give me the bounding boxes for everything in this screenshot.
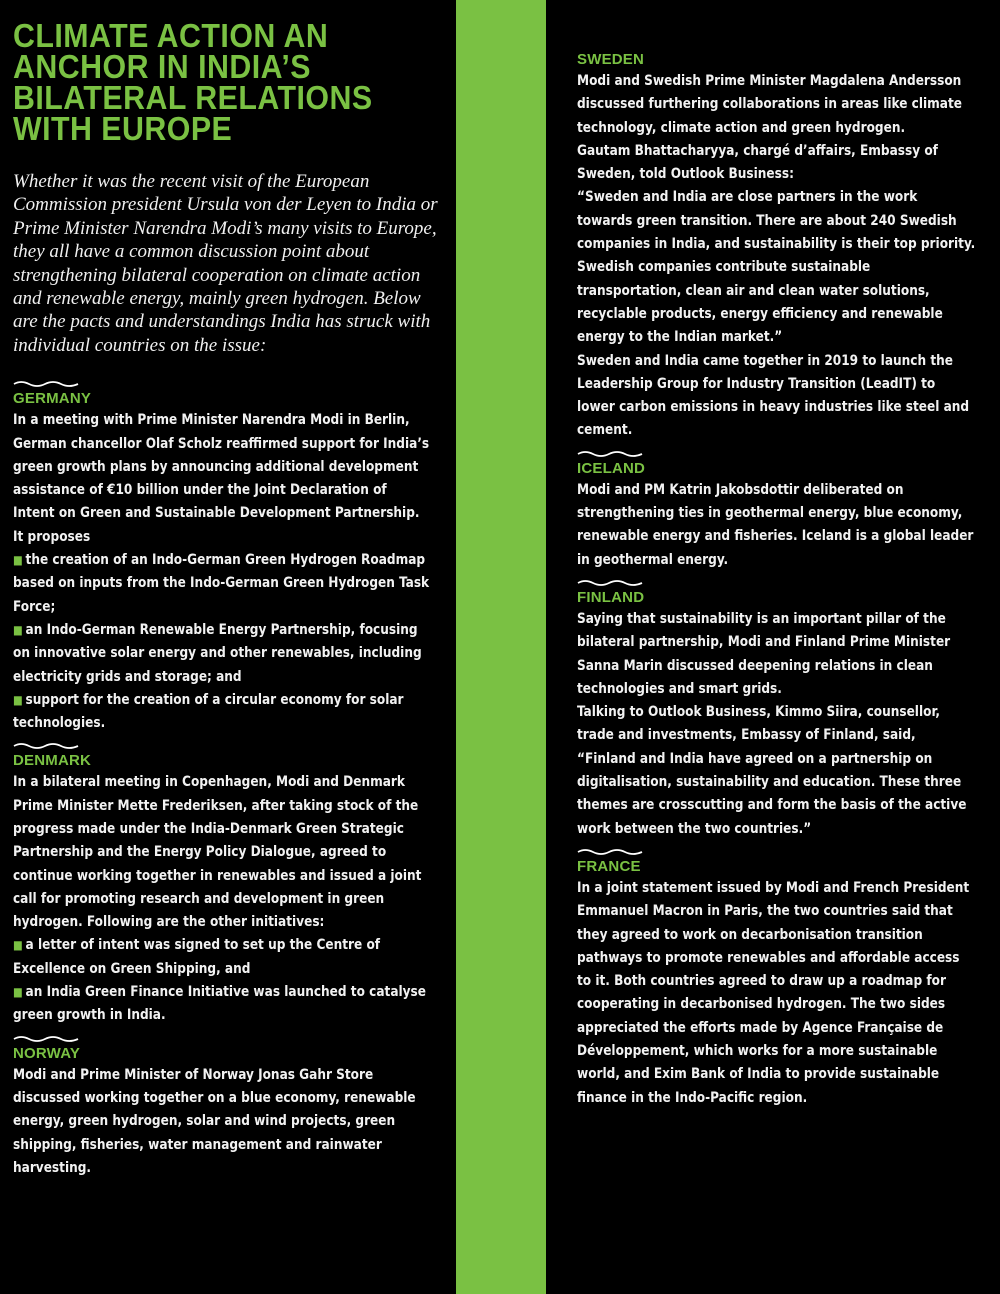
finland-paragraph: Talking to Outlook Business, Kimmo Siira, counsellor, trade and investments, Embassy of Finland, said,: [577, 704, 941, 744]
intro-paragraph: Whether it was the recent visit of the European Commission president Ursula von der Leyen to India or Prime Minister Narendra Modi’s many visits to Europe, they all have a common discussion point about strengthening bilateral cooperation on climate action and renewable energy, mainly green hydrogen. Below are the pacts and understandings India has struck with individual countries on the issue:: [13, 171, 438, 356]
square-bullet-icon: ■: [13, 553, 23, 568]
iceland-heading: ICELAND: [577, 459, 646, 477]
norway-heading: NORWAY: [13, 1044, 81, 1062]
wave-divider-icon: [13, 379, 79, 387]
list-item: ■ a letter of intent was signed to set up the Centre of Excellence on Green Shipping, and: [13, 937, 381, 977]
finland-quote: “Finland and India have agreed on a partnership on digitalisation, sustainability and education. These three themes are crosscutting and form the basis of the active work between the two countries.”: [577, 750, 967, 837]
denmark-heading: DENMARK: [13, 752, 92, 770]
list-item: ■ the creation of an Indo-German Green Hydrogen Roadmap based on inputs from the Indo-German Green Hydrogen Task Force;: [13, 552, 430, 615]
article-title: CLIMATE ACTION AN ANCHOR IN INDIA’S BILATERAL RELATIONS WITH EUROPE: [13, 17, 373, 147]
green-divider-stripe: [456, 0, 546, 1294]
list-item: ■ an Indo-German Renewable Energy Partnership, focusing on innovative solar energy and other renewables, including electricity grids and storage; and: [13, 621, 422, 685]
germany-heading: GERMANY: [13, 390, 92, 408]
right-column: [577, 50, 982, 1110]
iceland-body: Modi and PM Katrin Jakobsdottir deliberated on strengthening ties in geothermal energy, blue economy, renewable energy and fisheries. Iceland is a global leader in geothermal energy.: [577, 481, 974, 568]
square-bullet-icon: ■: [13, 938, 23, 953]
wave-divider-icon: [577, 847, 643, 855]
germany-body: In a meeting with Prime Minister Narendra Modi in Berlin, German chancellor Olaf Scholz reaffirmed support for India’s green growth plans by announcing additional development assistance of €10 billion under the Joint Declaration of Intent on Green and Sustainable Development Partnership. It proposes: [13, 412, 430, 545]
sweden-paragraph: Sweden and India came together in 2019 to launch the Leadership Group for Industry Transition (LeadIT) to lower carbon emissions in heavy industries like steel and cement.: [577, 352, 970, 439]
square-bullet-icon: ■: [13, 622, 23, 637]
sweden-paragraph: Modi and Swedish Prime Minister Magdalena Andersson discussed furthering collaborations in areas like climate technology, climate action and green hydrogen.: [577, 73, 962, 136]
left-column: [13, 17, 441, 1180]
finland-paragraph: Saying that sustainability is an important pillar of the bilateral partnership, Modi and Finland Prime Minister Sanna Marin discussed deepening relations in clean technologies and smart grids.: [577, 610, 951, 697]
wave-divider-icon: [13, 1034, 79, 1042]
wave-divider-icon: [577, 449, 643, 457]
square-bullet-icon: ■: [13, 692, 23, 707]
france-body: In a joint statement issued by Modi and French President Emmanuel Macron in Paris, the two countries said that they agreed to work on decarbonisation transition pathways to promote renewables and affordable access to it. Both countries agreed to draw up a roadmap for cooperating in decarbonised hydrogen. The two sides appreciated the efforts made by Agence Française de Développement, which works for a more sustainable world, and Exim Bank of India to provide sustainable finance in the Indo-Pacific region.: [577, 879, 970, 1106]
sweden-quote: “Sweden and India are close partners in the work towards green transition. There are about 240 Swedish companies in India, and sustainability is their top priority. Swedish companies contribute sustainable transportation, clean air and clean water solutions, recyclable products, energy efficiency and renewable energy to the Indian market.”: [577, 189, 976, 346]
sweden-heading: SWEDEN: [577, 51, 645, 68]
norway-body: Modi and Prime Minister of Norway Jonas Gahr Store discussed working together on a blue economy, renewable energy, green hydrogen, solar and wind projects, green shipping, fisheries, water management and rainwater harvesting.: [13, 1066, 416, 1176]
square-bullet-icon: ■: [13, 985, 23, 1000]
list-item: ■ an India Green Finance Initiative was launched to catalyse green growth in India.: [13, 984, 426, 1024]
wave-divider-icon: [13, 741, 79, 749]
france-heading: FRANCE: [577, 857, 641, 875]
list-item: ■ support for the creation of a circular economy for solar technologies.: [13, 691, 404, 732]
denmark-body: In a bilateral meeting in Copenhagen, Modi and Denmark Prime Minister Mette Frederiksen, after taking stock of the progress made under the India-Denmark Green Strategic Partnership and the Energy Policy Dialogue, agreed to continue working together in renewables and issued a joint call for promoting research and development in green hydrogen. Following are the other initiatives:: [13, 774, 422, 931]
finland-heading: FINLAND: [577, 588, 645, 606]
sweden-paragraph: Gautam Bhattacharyya, chargé d’affairs, Embassy of Sweden, told Outlook Business:: [577, 142, 938, 183]
wave-divider-icon: [577, 578, 643, 586]
